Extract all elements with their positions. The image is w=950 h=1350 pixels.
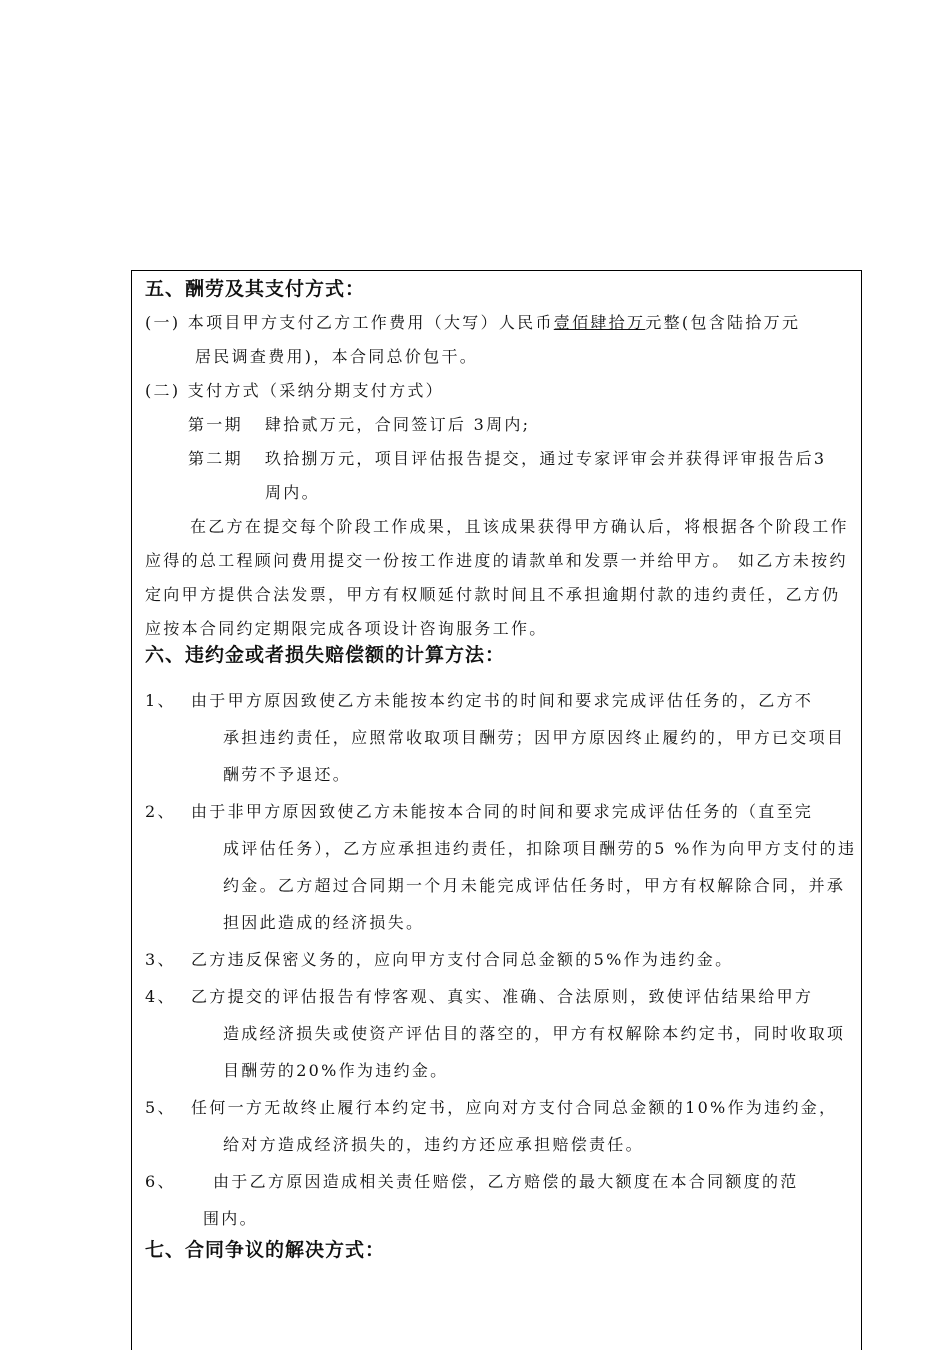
phase1-text: 肆拾贰万元，合同签订后 3周内; (264, 415, 531, 434)
item-continuation: 围内。 (203, 1209, 258, 1228)
item-number: 1、 (145, 691, 176, 710)
penalty-item-5 (145, 1089, 857, 1163)
item-continuation: 承担违约责任，应照常收取项目酬劳；因甲方原因终止履约的，甲方已交项目酬劳不予退还。 (223, 728, 846, 784)
section5-item1 (145, 306, 857, 340)
section5-item2: (二) 支付方式（采纳分期支付方式） (145, 381, 444, 400)
section5-item1-cont: 居民调查费用)，本合同总价包干。 (195, 347, 479, 366)
penalty-item-6 (145, 1163, 857, 1237)
penalty-item-1 (145, 682, 857, 793)
item-number: 2、 (145, 802, 176, 821)
section6-heading: 六、违约金或者损失赔偿额的计算方法： (145, 644, 506, 666)
item-number: 4、 (145, 987, 176, 1006)
section7-heading: 七、合同争议的解决方式： (145, 1239, 386, 1261)
item-number: 6、 (145, 1172, 176, 1191)
payment-paragraph: 在乙方在提交每个阶段工作成果，且该成果获得甲方确认后，将根据各个阶段工作应得的总工程顾问费用提交一份按工作进度的请款单和发票一并给甲方。 如乙方未按约定向甲方提供合法发票，甲方有权顺延付款时间且不承担逾期付款的违约责任，乙方仍应按本合同约定期限完成各项设计咨询服务工作。 (145, 517, 849, 638)
payment-phase-2-cont: 周内。 (265, 483, 320, 502)
penalty-item-3 (145, 941, 857, 978)
item1-prefix: (一) 本项目甲方支付乙方工作费用（大写）人民币 (145, 313, 554, 332)
phase1-label: 第一期 (188, 415, 243, 434)
item-first-line: 乙方违反保密义务的，应向甲方支付合同总金额的5%作为违约金。 (191, 950, 734, 969)
item-first-line: 任何一方无故终止履行本约定书，应向对方支付合同总金额的10%作为违约金， (191, 1098, 838, 1117)
phase2-text: 玖拾捌万元，项目评估报告提交，通过专家评审会并获得评审报告后3 (264, 449, 827, 468)
item-number: 5、 (145, 1098, 176, 1117)
item-first-line: 乙方提交的评估报告有悖客观、真实、准确、合法原则，致使评估结果给甲方 (191, 987, 814, 1006)
item-first-line: 由于非甲方原因致使乙方未能按本合同的时间和要求完成评估任务的（直至完 (191, 802, 814, 821)
item1-suffix: 元整(包含陆拾万元 (645, 313, 801, 332)
item-first-line: 由于甲方原因致使乙方未能按本约定书的时间和要求完成评估任务的，乙方不 (191, 691, 814, 710)
section5-heading: 五、酬劳及其支付方式： (145, 278, 366, 300)
fee-amount: 壹佰肆拾万 (553, 313, 646, 332)
payment-phase-1 (145, 408, 857, 442)
item-first-line: 由于乙方原因造成相关责任赔偿，乙方赔偿的最大额度在本合同额度的范 (213, 1172, 799, 1191)
item-continuation: 给对方造成经济损失的，违约方还应承担赔偿责任。 (223, 1135, 644, 1154)
payment-phase-2 (145, 442, 857, 476)
item-continuation: 成评估任务），乙方应承担违约责任，扣除项目酬劳的5 %作为向甲方支付的违约金。乙方超过合同期一个月未能完成评估任务时，甲方有权解除合同，并承担因此造成的经济损失。 (223, 839, 857, 932)
contract-section (145, 276, 857, 1263)
item-continuation: 造成经济损失或使资产评估目的落空的，甲方有权解除本约定书，同时收取项目酬劳的20%作为违约金。 (223, 1024, 846, 1080)
phase2-label: 第二期 (188, 449, 243, 468)
penalty-item-2 (145, 793, 857, 941)
penalty-item-4 (145, 978, 857, 1089)
item-number: 3、 (145, 950, 176, 969)
